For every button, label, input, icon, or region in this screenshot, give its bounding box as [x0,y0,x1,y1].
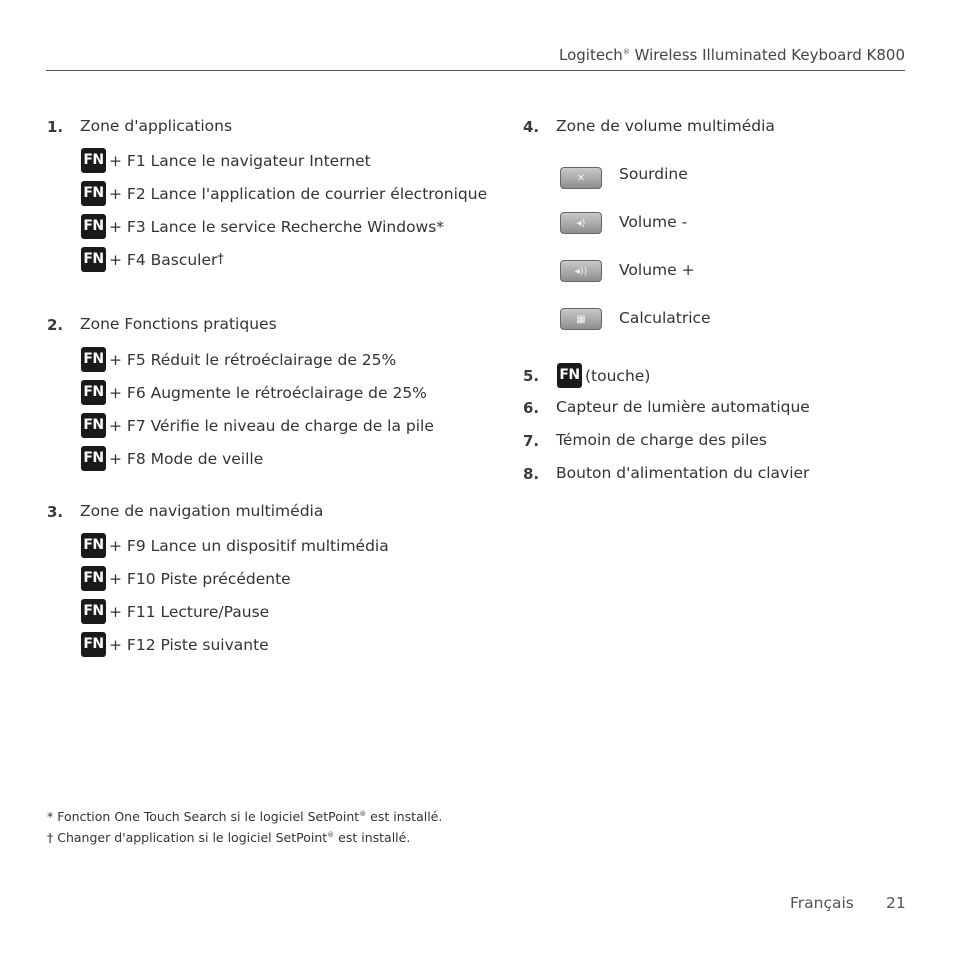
product-title: Wireless Illuminated Keyboard K800 [629,46,905,64]
key-label: Volume - [619,213,688,231]
registered-mark: ® [359,809,367,818]
section-number: 6. [523,399,540,417]
fn-key-icon: FN [81,148,106,173]
volume-down-icon: ◂) [560,212,602,234]
fn-key-icon: FN [81,181,106,206]
section-title: Zone Fonctions pratiques [80,315,277,333]
section-number: 4. [523,118,540,136]
shortcut-row [81,632,269,657]
shortcut-row [81,181,487,206]
key-label: Volume + [619,261,695,279]
registered-mark: ® [622,48,630,56]
shortcut-row [81,347,396,372]
section-number: 7. [523,432,540,450]
page-header [46,46,905,71]
shortcut-text: + F8 Mode de veille [109,449,264,468]
shortcut-row [81,566,291,591]
footer-language: Français [790,894,854,912]
shortcut-text: + F5 Réduit le rétroéclairage de 25% [109,350,397,369]
section-number: 8. [523,465,540,483]
section-number: 5. [523,367,540,385]
section-title: Zone de volume multimédia [556,117,775,135]
mute-icon: ✕ [560,167,602,189]
shortcut-row [81,533,389,558]
footnote-text: est installé. [334,830,411,845]
key-label: Calculatrice [619,309,711,327]
fn-key-icon: FN [81,214,106,239]
footnote-text: est installé. [366,809,443,824]
section-title: Zone d'applications [80,117,233,135]
item-text: (touche) [585,366,651,385]
dagger-mark: † [217,252,224,267]
shortcut-row [81,148,371,173]
shortcut-text: + F10 Piste précédente [109,569,291,588]
footnote-asterisk [47,809,442,824]
footnote-text: † Changer d'application si le logiciel SetPoint [47,830,328,845]
fn-key-icon: FN [81,347,106,372]
shortcut-text: + F11 Lecture/Pause [109,602,270,621]
page-number: 21 [886,894,906,912]
shortcut-text: + F6 Augmente le rétroéclairage de 25% [109,383,427,402]
shortcut-row [81,380,427,405]
fn-key-icon: FN [81,632,106,657]
fn-key-icon: FN [81,599,106,624]
section-title: Zone de navigation multimédia [80,502,324,520]
shortcut-row [81,214,444,239]
registered-mark: ® [327,830,335,839]
shortcut-row [81,446,263,471]
shortcut-text: + F2 Lance l'application de courrier électronique [109,184,488,203]
footnote-text: * Fonction One Touch Search si le logiciel SetPoint [47,809,360,824]
fn-key-icon: FN [81,533,106,558]
brand-name: Logitech [558,46,623,64]
fn-key-icon: FN [81,413,106,438]
shortcut-text: + F1 Lance le navigateur Internet [109,151,371,170]
fn-key-icon: FN [81,446,106,471]
shortcut-text: + F3 Lance le service Recherche Windows* [109,217,445,236]
section-number: 2. [47,316,64,334]
fn-key-row [557,363,650,388]
fn-key-icon: FN [557,363,582,388]
shortcut-text: + F12 Piste suivante [109,635,269,654]
key-label: Sourdine [619,165,688,183]
item-text: Capteur de lumière automatique [556,398,810,416]
calculator-icon: ▦ [560,308,602,330]
shortcut-row [81,247,224,272]
fn-key-icon: FN [81,380,106,405]
shortcut-row [81,599,269,624]
shortcut-text: + F4 Basculer [109,250,218,269]
shortcut-text: + F9 Lance un dispositif multimédia [109,536,389,555]
footnote-dagger [47,830,410,845]
shortcut-row [81,413,434,438]
section-number: 3. [47,503,64,521]
item-text: Bouton d'alimentation du clavier [556,464,810,482]
section-number: 1. [47,118,64,136]
item-text: Témoin de charge des piles [556,431,767,449]
fn-key-icon: FN [81,566,106,591]
shortcut-text: + F7 Vérifie le niveau de charge de la pile [109,416,434,435]
fn-key-icon: FN [81,247,106,272]
volume-up-icon: ◂)) [560,260,602,282]
